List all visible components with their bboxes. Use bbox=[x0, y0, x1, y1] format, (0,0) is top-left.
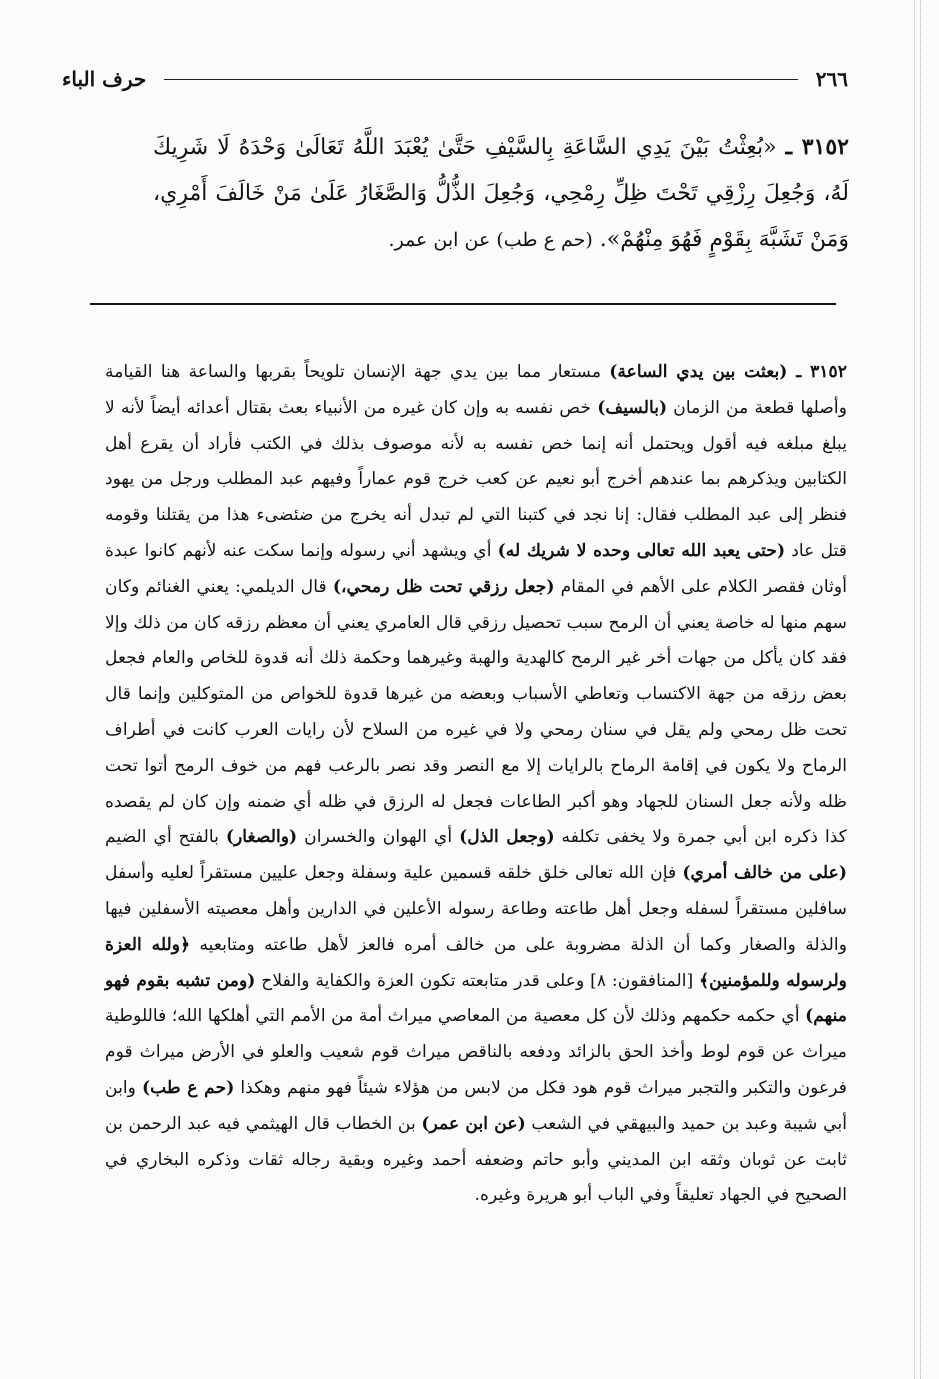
commentary-quote: (بالسيف) bbox=[597, 397, 668, 418]
hadith-text bbox=[153, 124, 849, 263]
commentary-text: بن الخطاب قال الهيثمي فيه عبد الرحمن بن ثابت عن ثوبان وثقه ابن المديني وأبو حاتم وضعفه أحمد وغيره وبقية رجاله ثقات وذكره البخاري في الصحيح في الجهاد تعليقاً وفي الباب أبو هريرة وغيره. bbox=[105, 1113, 847, 1206]
commentary-quote: (ومن تشبه بقوم فهو منهم) bbox=[105, 970, 847, 1027]
commentary-quote: (عن ابن عمر) bbox=[421, 1113, 526, 1134]
commentary-quote: (على من خالف أمري) bbox=[682, 863, 847, 884]
commentary-text: قال الديلمي: يعني الغنائم وكان سهم منها له خاصة يعني أن الرمح سبب تحصيل رزقي قال العامري يعني أن معظم رزقه كان من ذلك وإلا فقد كان يأكل من جهات أخر غير الرمح كالهدية والهبة وغيرهما وحكمة ذلك أنه قدوة للخاص والعام فجعل بعض رزقه من جهة الاكتساب وتعاطي الأسباب وبعضه من غيرها قدوة للخواص من المتوكلين وإنما قال تحت ظل رمحي ولم يقل في سنان رمحي ولا في غيره من السلاح لأن رايات العرب كانت في أطراف الرماح ولا يكون في إقامة الرماح بالرايات إلا مع النصر وقد نصر بالرعب فهم من خوف الرمح أتوا تحت ظله ولأنه جعل السنان للجهاد وهو أكبر الطاعات فجعل له الرزق في ظله أي ضمنه وإن كان لم يقصده كذا ذكره ابن أبي جمرة ولا يخفى تكلفه bbox=[105, 576, 847, 848]
commentary-text: أي حكمه حكمهم وذلك لأن كل معصية من المعاصي ميراث أمة من الأمم التي أهلكها الله؛ فاللوطية ميراث عن قوم لوط وأخذ الحق بالزائد ودفعه بالناقص ميراث قوم شعيب والعلو في الأرض ميراث قوم فرعون والتكبر والتجبر ميراث قوم هود فكل من لابس من هؤلاء شيئاً فهو منهم وهكذا bbox=[105, 1006, 848, 1098]
commentary-text: خص نفسه به وإن كان غيره من الأنبياء بعث بقتال أعدائه أيضاً لأنه لا يبلغ مبلغه فيه أقول ويحتمل أنه إنما خص نفسه به لأنه موصوف بذلك في الكتب فأراد أن يقرع أهل الكتابين ويذكرهم بما عندهم أخرج أبو نعيم عن كعب خرج قوم عماراً وفيهم عبد المطلب ورجل من يهود فنظر إلى عبد المطلب فقال: إنا نجد في كتبنا التي لم تبدل أنه يخرج من ضئضىء هذا من يقتلنا وقومه قتل عاد bbox=[105, 397, 847, 561]
header-rule bbox=[164, 79, 797, 80]
commentary bbox=[105, 355, 847, 1214]
hadith-body: «بُعِثْتُ بَيْنَ يَدِي السَّاعَةِ بِالسَّيْفِ حَتَّىٰ يُعْبَدَ اللَّهُ تَعَالَىٰ وَحْدَهُ لَا شَرِيكَ لَهُ، وَجُعِلَ رِزْقِي تَحْتَ ظِلِّ رِمْحِي، وَجُعِلَ الذُّلُّ وَالصَّغَارُ عَلَىٰ مَنْ خَالَفَ أَمْرِي، وَمَنْ تَشَبَّهَ بِقَوْمٍ فَهُوَ مِنْهُمْ». bbox=[153, 135, 849, 252]
commentary-text: فإن الله تعالى خلق خلقه قسمين علية وسفلة وجعل عليين مستقراً لعليه وأسفل سافلين مستقراً لسفله وجعل أهل طاعته وطاعة رسوله الأعلين في الدارين وأهل معصيته الأسفلين فيها والذلة والصغار وكما أن الذلة مضروبة على من خالف أمره فالعز لأهل طاعته ومتابعيه bbox=[105, 863, 847, 955]
commentary-quote: (حم ع طب) bbox=[142, 1077, 235, 1098]
commentary-quote: ﴿ولله العزة ولرسوله وللمؤمنين﴾ bbox=[105, 934, 847, 991]
page-number: ٢٦٦ bbox=[815, 67, 848, 91]
page-header bbox=[62, 62, 848, 96]
commentary-text: أي ويشهد أني رسوله وإنما سكت عنه لأنهم كانوا عبدة أوثان فقصر الكلام على الأهم في المقام bbox=[105, 540, 848, 597]
commentary-text: بالفتح أي الضيم bbox=[105, 827, 226, 848]
hadith-number: ٣١٥٢ ـ bbox=[785, 134, 849, 160]
running-title: حرف الباء bbox=[62, 67, 147, 91]
commentary-text: [المنافقون: ٨] وعلى قدر متابعته تكون العزة والكفاية والفلاح bbox=[255, 970, 700, 991]
commentary-quote: (وجعل الذل) bbox=[459, 827, 555, 848]
commentary-quote: (جعل رزقي تحت ظل رمحي،) bbox=[332, 576, 555, 597]
page-edge-line bbox=[914, 0, 916, 1379]
commentary-quote: (حتى يعبد الله تعالى وحده لا شريك له) bbox=[497, 540, 786, 561]
commentary-quote: ٣١٥٢ ـ (بعثت بين يدي الساعة) bbox=[609, 362, 847, 382]
commentary-body bbox=[105, 355, 847, 1214]
commentary-quote: (والصغار) bbox=[225, 827, 298, 848]
commentary-text: وابن أبي شيبة وعبد بن حميد والبيهقي في الشعب bbox=[105, 1077, 848, 1134]
page-edge-line bbox=[920, 0, 922, 1379]
footnote-divider bbox=[90, 303, 836, 305]
commentary-text: أي الهوان والخسران bbox=[297, 827, 460, 848]
hadith-source: (حم ع طب) عن ابن عمر. bbox=[388, 229, 593, 251]
commentary-text: مستعار مما بين يدي جهة الإنسان تلويحاً بقربها والساعة هنا القيامة وأصلها قطعة من الزمان bbox=[105, 362, 847, 418]
